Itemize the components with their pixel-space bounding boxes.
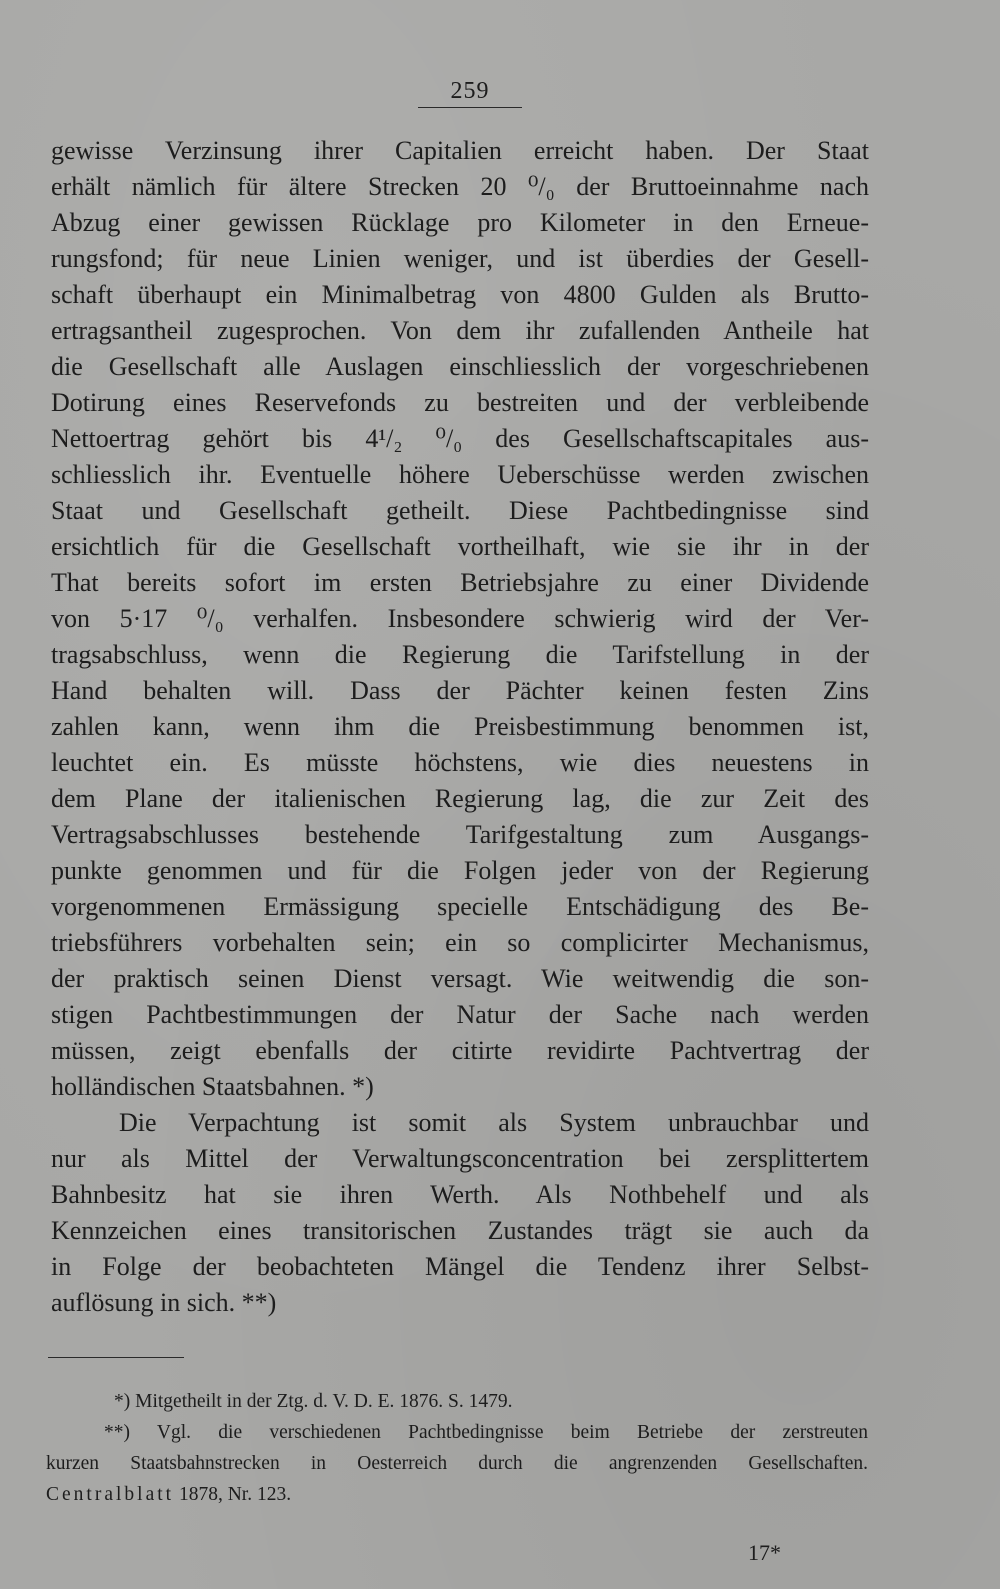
body-line-16: Hand behalten will. Dass der Pächter keinen festen Zins — [51, 676, 869, 705]
body-line-29: nur als Mittel der Verwaltungsconcentration bei zersplittertem — [51, 1144, 869, 1173]
footnote-source-title: Centralblatt — [46, 1484, 175, 1505]
body-line-25: stigen Pachtbestimmungen der Natur der Sache nach werden — [51, 1000, 869, 1029]
body-line-17: zahlen kann, wenn ihm die Preisbestimmung benommen ist, — [51, 712, 869, 741]
body-line-9: Nettoertrag gehört bis 4¹/₂ ⁰/₀ des Gesellschaftscapitales aus- — [51, 424, 869, 453]
body-line-20: Vertragsabschlusses bestehende Tarifgestaltung zum Ausgangs- — [51, 820, 869, 849]
body-line-31: Kennzeichen eines transitorischen Zustandes trägt sie auch da — [51, 1216, 869, 1245]
body-line-14: von 5·17 ⁰/₀ verhalfen. Insbesondere schwierig wird der Ver- — [51, 604, 869, 633]
footnote-2-line-3 — [46, 1479, 868, 1510]
body-line-18: leuchtet ein. Es müsste höchstens, wie dies neuestens in — [51, 748, 869, 777]
body-line-33: auflösung in sich. **) — [51, 1288, 277, 1317]
body-line-26: müssen, zeigt ebenfalls der citirte revidirte Pachtvertrag der — [51, 1036, 869, 1065]
body-line-19: dem Plane der italienischen Regierung lag, die zur Zeit des — [51, 784, 869, 813]
body-line-22: vorgenommenen Ermässigung specielle Entschädigung des Be- — [51, 892, 869, 921]
body-line-8: Dotirung eines Reservefonds zu bestreiten und der verbleibende — [51, 388, 869, 417]
body-line-6: ertragsantheil zugesprochen. Von dem ihr zufallenden Antheile hat — [51, 316, 869, 345]
body-line-27: holländischen Staatsbahnen. *) — [51, 1072, 374, 1101]
body-line-21: punkte genommen und für die Folgen jeder von der Regierung — [51, 856, 869, 885]
body-line-7: die Gesellschaft alle Auslagen einschliesslich der vorgeschriebenen — [51, 352, 869, 381]
footnote-2-line-2: kurzen Staatsbahnstrecken in Oesterreich durch die angrenzenden Gesellschaften. — [46, 1453, 868, 1474]
signature-mark: 17* — [748, 1540, 781, 1565]
footnote-source-detail: 1878, Nr. 123. — [174, 1484, 292, 1505]
body-line-12: ersichtlich für die Gesellschaft vortheilhaft, wie sie ihr in der — [51, 532, 869, 561]
body-line-32: in Folge der beobachteten Mängel die Tendenz ihrer Selbst- — [51, 1252, 869, 1281]
body-line-1: gewisse Verzinsung ihrer Capitalien erreicht haben. Der Staat — [51, 136, 869, 165]
body-line-11: Staat und Gesellschaft getheilt. Diese Pachtbedingnisse sind — [51, 496, 869, 525]
body-text — [51, 133, 869, 1321]
footnote-1: *) Mitgetheilt in der Ztg. d. V. D. E. 1876. S. 1479. — [114, 1391, 513, 1412]
footnote-2-line-1: **) Vgl. die verschiedenen Pachtbedingnisse beim Betriebe der zerstreuten — [104, 1422, 868, 1443]
body-line-13: That bereits sofort im ersten Betriebsjahre zu einer Dividende — [51, 568, 869, 597]
body-line-23: triebsführers vorbehalten sein; ein so complicirter Mechanismus, — [51, 928, 869, 957]
body-line-30: Bahnbesitz hat sie ihren Werth. Als Nothbehelf und als — [51, 1180, 869, 1209]
footnotes — [46, 1386, 868, 1510]
page-number: 259 — [418, 78, 522, 108]
body-line-28: Die Verpachtung ist somit als System unbrauchbar und — [119, 1108, 869, 1137]
body-line-3: Abzug einer gewissen Rücklage pro Kilometer in den Erneue- — [51, 208, 869, 237]
body-line-2: erhält nämlich für ältere Strecken 20 ⁰/₀ der Bruttoeinnahme nach — [51, 172, 869, 201]
body-line-24: der praktisch seinen Dienst versagt. Wie weitwendig die son- — [51, 964, 869, 993]
body-line-5: schaft überhaupt ein Minimalbetrag von 4800 Gulden als Brutto- — [51, 280, 869, 309]
footnote-rule — [48, 1357, 184, 1358]
body-line-4: rungsfond; für neue Linien weniger, und ist überdies der Gesell- — [51, 244, 869, 273]
body-line-15: tragsabschluss, wenn die Regierung die Tarifstellung in der — [51, 640, 869, 669]
body-line-10: schliesslich ihr. Eventuelle höhere Ueberschüsse werden zwischen — [51, 460, 869, 489]
